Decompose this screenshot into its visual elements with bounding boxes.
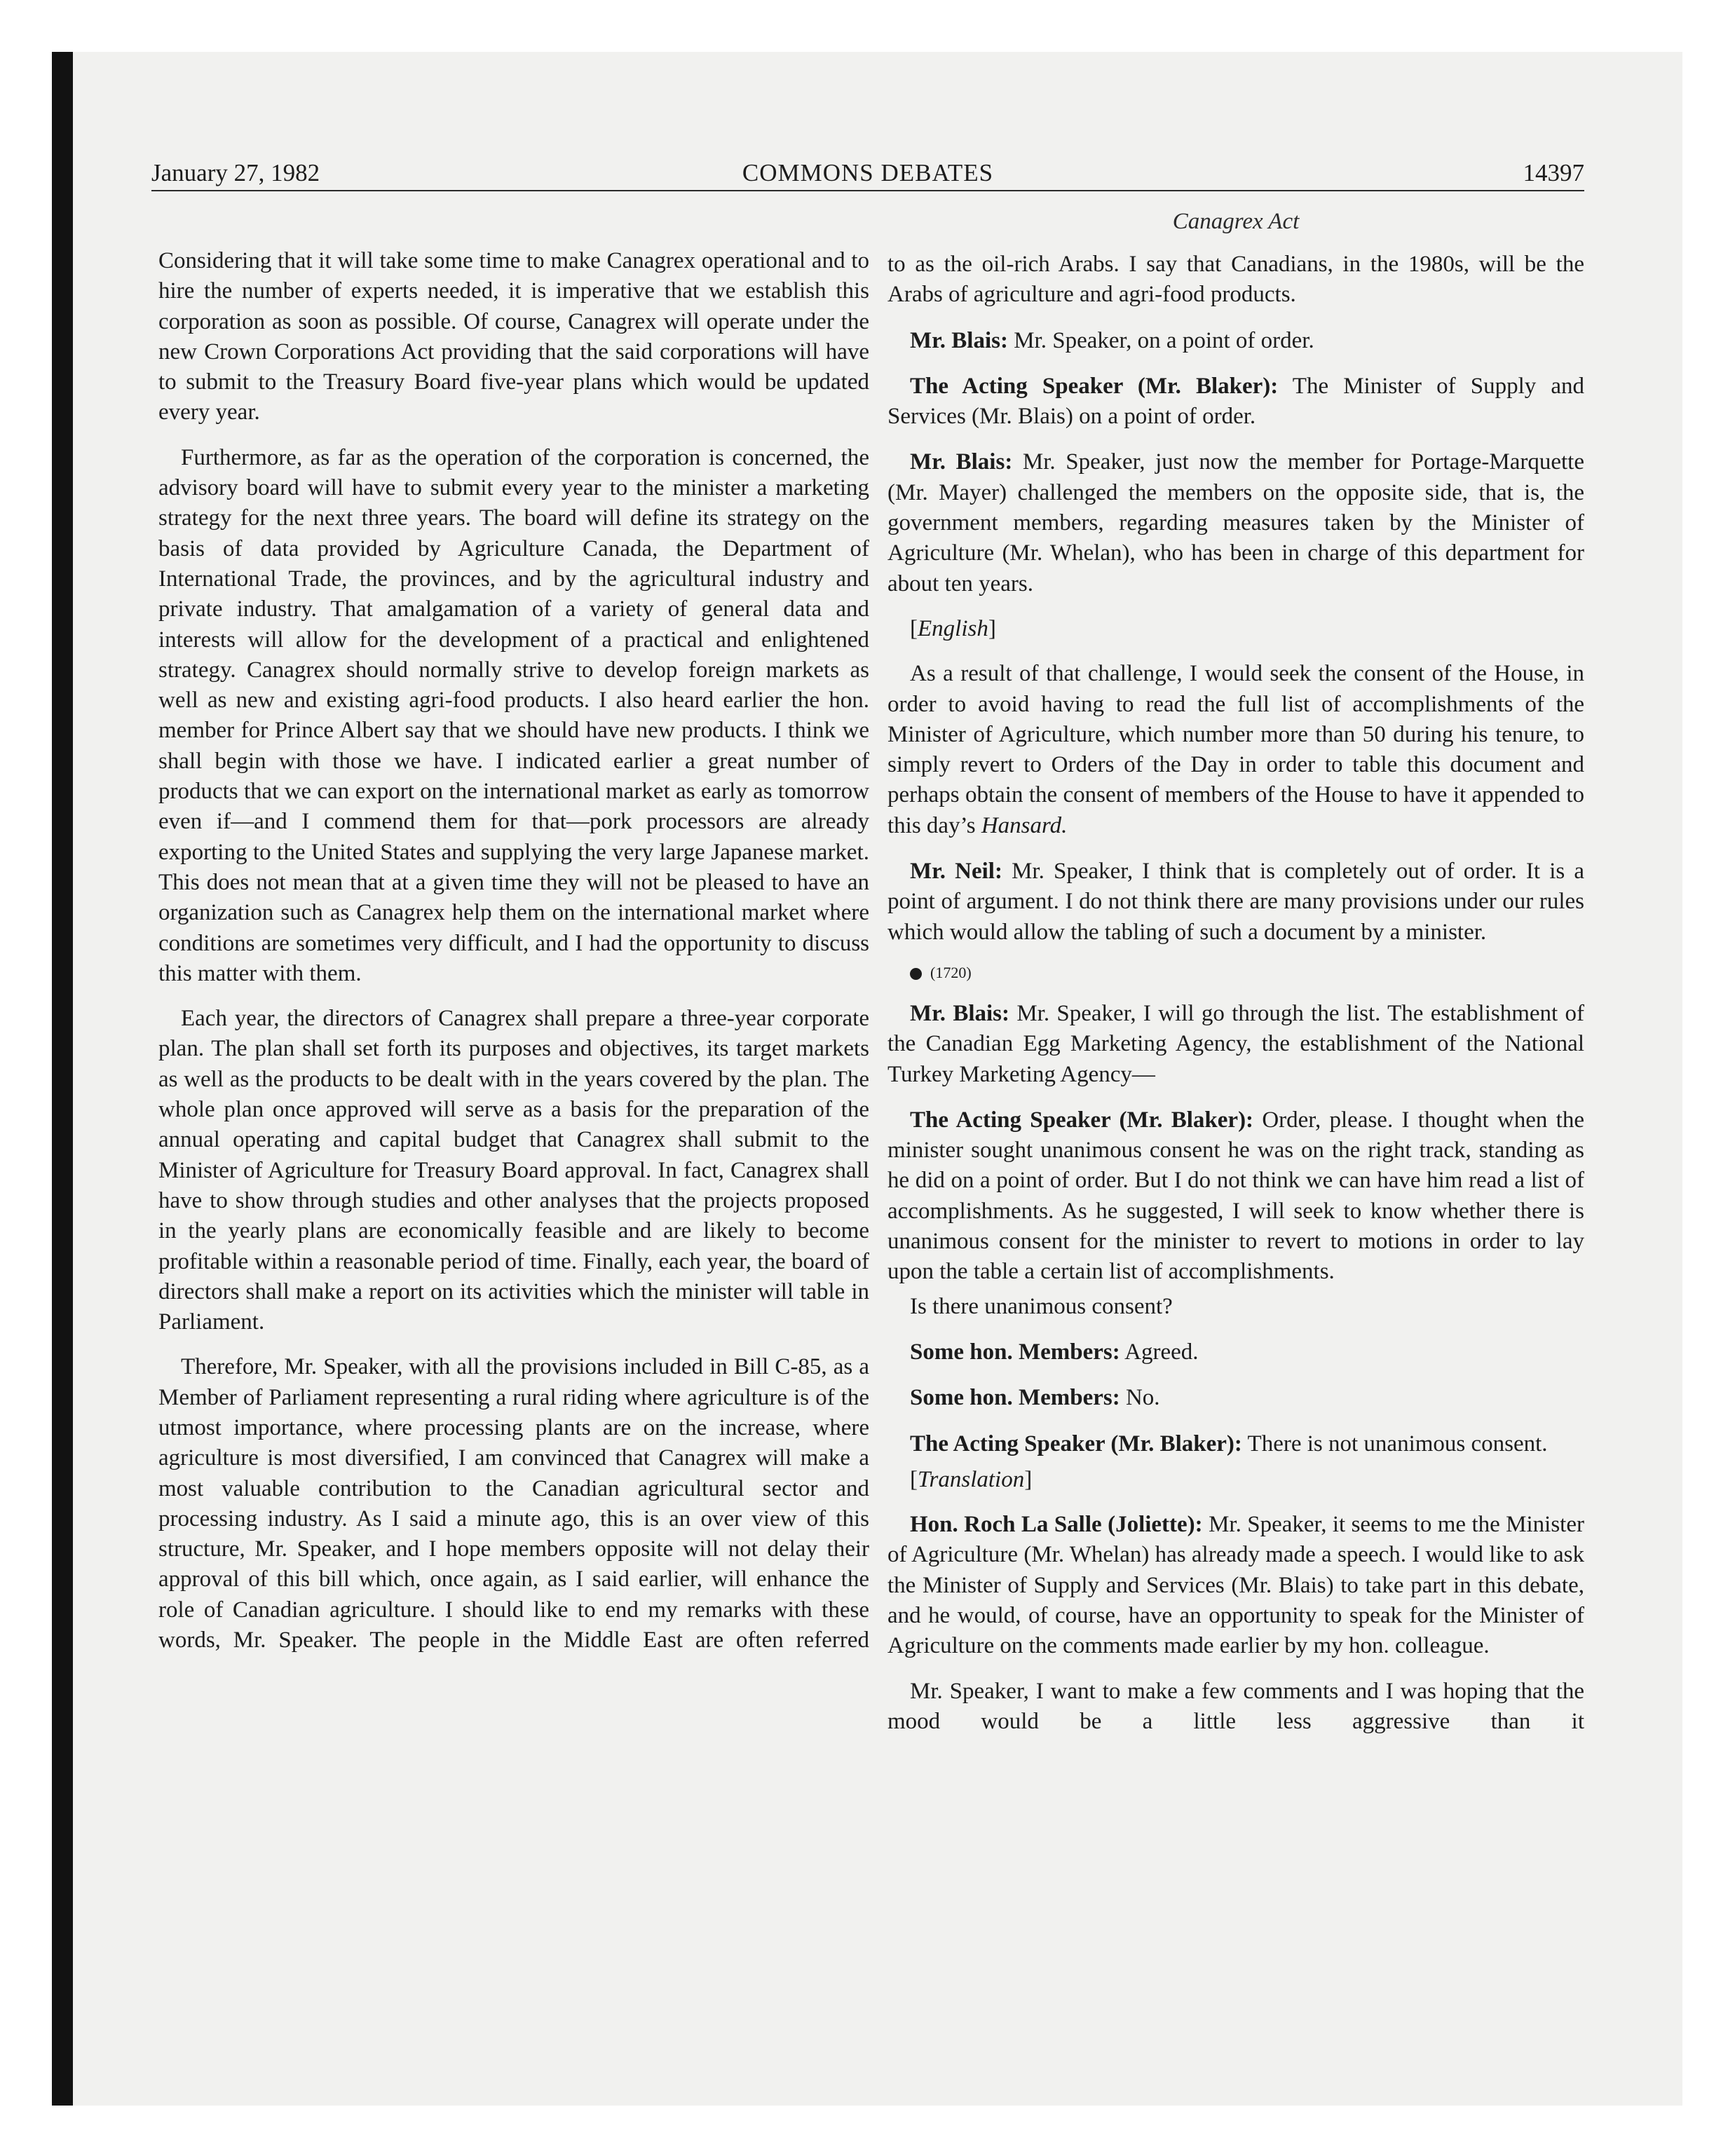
paragraph: Furthermore, as far as the operation of the corporation is concerned, the advisory board will have to submit every year to the minister a marketing strategy for the next three years. The board will define its strategy on the basis of data provided by Agriculture Canada, the Department of International Trade, the provinces, and by the agricultural industry and private industry. That amalgamation of a variety of general data and interests will allow for the development of a practical and enlightened strategy. Canagrex should normally strive to develop foreign markets as well as new and existing agri-food products. I also heard earlier the hon. member for Prince Albert say that we should have new products. I think we shall begin with those we have. I indicated earlier a great number of products that we can export on the international market as early as tomorrow even if—and I commend them for that—pork processors are already exporting to the United States and supplying the very large Japanese market. This does not mean that at a given time they will not be pleased to have an organization such as Canagrex help them on the international market where conditions are sometimes very difficult, and I had the opportunity to discuss this matter with them. (158, 444, 869, 986)
speaker-name: Mr. Neil: (910, 859, 1002, 885)
speech (887, 326, 1584, 356)
paragraph: Therefore, Mr. Speaker, with all the provisions included in Bill C-85, as a Member of Parliament representing a rural riding where agriculture is of the utmost importance, where processing plants are on the increase, where agriculture is most diversified, I am convinced that Canagrex will make a most valuable contribution to the Canadian agricultural sector and processing industry. As I said a minute ago, this is an over view of this structure, Mr. Speaker, and I hope members opposite will not delay their approval of this bill which, once again, as I said earlier, will enhance the role of Canadian agriculture. I should like to end my remarks with these words, Mr. Speaker. The people in the Middle East are often referred (158, 1354, 869, 1653)
speaker-name: The Acting Speaker (Mr. Blaker): (910, 373, 1279, 399)
time-marker-text: (1720) (930, 963, 972, 981)
header-date: January 27, 1982 (151, 159, 320, 186)
left-column (158, 246, 869, 1670)
page-header (151, 156, 1584, 191)
speech-text: Mr. Speaker, just now the member for Portage-Marquette (Mr. Mayer) challenged the members on the opposite side, that is, the government members, regarding measures taken by the Minister of Agriculture (Mr. Whelan), who has been in charge of this department for about ten years. (887, 449, 1584, 596)
speech-text: Mr. Speaker, I think that is completely out of order. It is a point of argument. I do not think there are many provisions under our rules which would allow the tabling of such a document by a minister. (887, 859, 1584, 945)
speech (887, 447, 1584, 599)
speaker-name: Mr. Blais: (910, 327, 1008, 353)
header-page-number: 14397 (1523, 159, 1584, 186)
speech (887, 1105, 1584, 1288)
speech (887, 1337, 1584, 1367)
speech-text: Mr. Speaker, it seems to me the Minister of Agriculture (Mr. Whelan) has already made a speech. I would like to ask the Minister of Supply and Services (Mr. Blais) to take part in this debate, and he would, of course, have an opportunity to speak for the Minister of Agriculture on the comments made earlier by my hon. colleague. (887, 1512, 1584, 1659)
language-marker: [English] (910, 615, 996, 641)
language-marker: [Translation] (910, 1466, 1033, 1492)
speaker-name: Mr. Blais: (910, 1000, 1010, 1026)
speech-text: Agreed. (1120, 1339, 1199, 1365)
paragraph-continuation: to as the oil-rich Arabs. I say that Canadians, in the 1980s, will be the Arabs of agriculture and agri-food products. (887, 252, 1584, 308)
speech (887, 1383, 1584, 1413)
speech (887, 371, 1584, 432)
bullet-icon (910, 968, 922, 980)
hansard-title: Hansard. (981, 812, 1068, 838)
speech-text: No. (1120, 1385, 1160, 1411)
paragraph: Each year, the directors of Canagrex shall prepare a three-year corporate plan. The plan shall set forth its purposes and objectives, its target markets as well as the products to be dealt with in the years covered by the plan. The whole plan once approved will serve as a basis for the preparation of the annual operating and capital budget that Canagrex shall submit to the Minister of Agriculture for Treasury Board approval. In fact, Canagrex shall have to show through studies and other analyses that the projects proposed in the yearly plans are economically feasible and are likely to become profitable within a reasonable period of time. Finally, each year, the board of directors shall make a report on its activities which the minister will table in Parliament. (158, 1006, 869, 1335)
speech (887, 857, 1584, 948)
paragraph: Mr. Speaker, I want to make a few comments and I was hoping that the mood would be a little less aggressive than it (887, 1678, 1584, 1734)
speech-text: Mr. Speaker, I will go through the list. The establishment of the Canadian Egg Marketing Agency, the establishment of the National Turkey Marketing Agency— (887, 1000, 1584, 1087)
paragraph (887, 659, 1584, 841)
header-publication: COMMONS DEBATES (742, 159, 994, 186)
speech-text: As a result of that challenge, I would seek the consent of the House, in order to avoid having to read the full list of accomplishments of the Minister of Agriculture, which number more than 50 during his tenure, to simply revert to Orders of the Day in order to table this document and perhaps obtain the consent of members of the House to have it appended to this day’s (887, 661, 1584, 838)
speech (887, 1429, 1584, 1459)
speech-text: Order, please. I thought when the minister sought unanimous consent he was on the right track, standing as he did on a point of order. But I do not think we can have him read a list of accomplishments. As he suggested, I will seek to know whether there is unanimous consent for the minister to revert to motions in order to lay upon the table a certain list of accomplishments. (887, 1107, 1584, 1285)
speech (887, 1510, 1584, 1661)
speech-text: The Minister of Supply and Services (Mr. Blais) on a point of order. (887, 373, 1584, 430)
speech-text: Mr. Speaker, on a point of order. (1007, 327, 1314, 353)
speaker-name: Hon. Roch La Salle (Joliette): (910, 1512, 1203, 1538)
time-marker (887, 962, 1584, 983)
speaker-name: Mr. Blais: (910, 449, 1013, 475)
paragraph: Considering that it will take some time to make Canagrex operational and to hire the number of experts needed, it is imperative that we establish this corporation as soon as possible. Of course, Canagrex will operate under the new Crown Corporations Act providing that the said corporations will have to submit to the Treasury Board five-year plans which would be updated every year. (158, 248, 869, 425)
speaker-name: The Acting Speaker (Mr. Blaker): (910, 1107, 1254, 1133)
scan-edge-shadow (52, 52, 73, 2106)
right-column (887, 250, 1584, 1752)
speaker-name: Some hon. Members: (910, 1385, 1120, 1411)
speaker-name: Some hon. Members: (910, 1339, 1120, 1365)
running-title: Canagrex Act (1172, 209, 1300, 234)
speech-text: There is not unanimous consent. (1241, 1431, 1548, 1456)
header-rule (151, 190, 1584, 191)
language-name: Translation (918, 1466, 1025, 1492)
speaker-name: The Acting Speaker (Mr. Blaker): (910, 1431, 1242, 1456)
language-name: English (918, 615, 988, 641)
speech (887, 999, 1584, 1090)
paragraph: Is there unanimous consent? (910, 1293, 1173, 1319)
